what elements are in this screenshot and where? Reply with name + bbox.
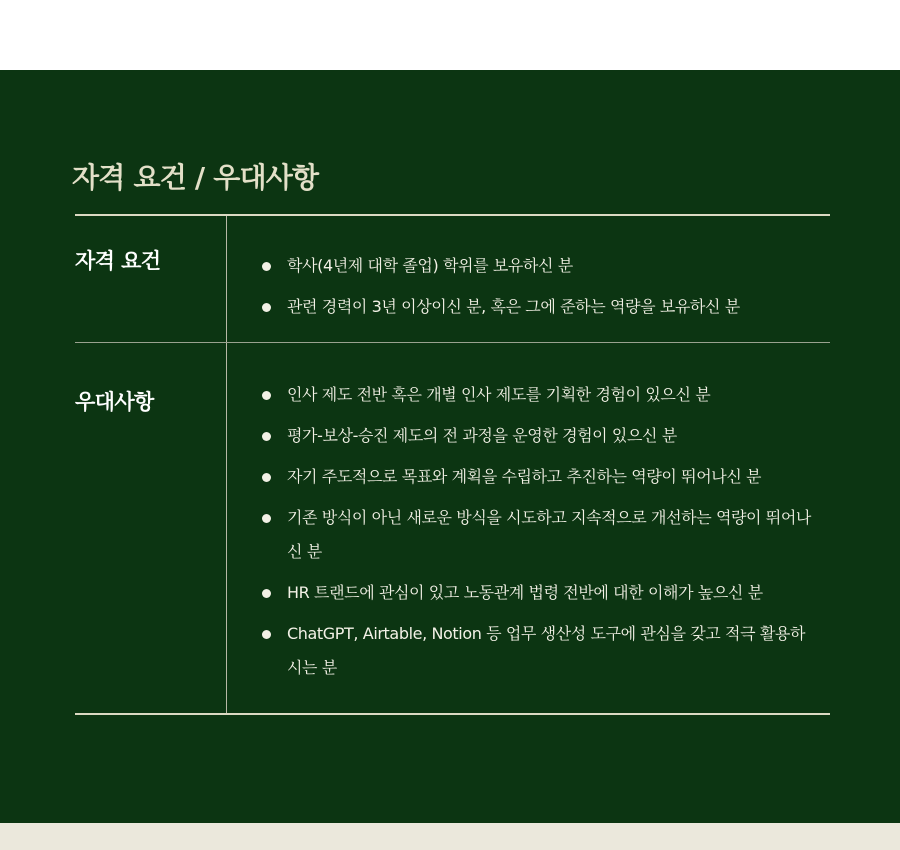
list-item [259, 617, 819, 685]
bullet-icon [262, 262, 271, 271]
list-item-text: 학사(4년제 대학 졸업) 학위를 보유하신 분 [287, 256, 573, 275]
preferred-label: 우대사항 [75, 390, 154, 414]
bullet-icon [262, 630, 271, 639]
column-divider [226, 216, 227, 713]
requirements-section [0, 70, 900, 823]
list-item [259, 419, 819, 453]
list-item [259, 501, 819, 569]
bullet-icon [262, 473, 271, 482]
list-item-text: 인사 제도 전반 혹은 개별 인사 제도를 기획한 경험이 있으신 분 [287, 385, 711, 404]
bullet-icon [262, 303, 271, 312]
list-item [259, 378, 819, 412]
row-divider [75, 342, 830, 343]
next-section-band [0, 823, 900, 850]
bullet-icon [262, 391, 271, 400]
list-item-text: 평가-보상-승진 제도의 전 과정을 운영한 경험이 있으신 분 [287, 426, 677, 445]
top-whitespace [0, 0, 900, 70]
list-item-text: HR 트랜드에 관심이 있고 노동관계 법령 전반에 대한 이해가 높으신 분 [287, 583, 763, 602]
section-heading: 자격 요건 / 우대사항 [72, 161, 319, 194]
qualifications-label: 자격 요건 [75, 249, 161, 273]
list-item-text: ChatGPT, Airtable, Notion 등 업무 생산성 도구에 관심을 갖고 적극 활용하시는 분 [287, 624, 806, 677]
bullet-icon [262, 589, 271, 598]
requirements-table [75, 214, 830, 715]
list-item-text: 관련 경력이 3년 이상이신 분, 혹은 그에 준하는 역량을 보유하신 분 [287, 297, 740, 316]
list-item-text: 자기 주도적으로 목표와 계획을 수립하고 추진하는 역량이 뛰어나신 분 [287, 467, 762, 486]
list-item [259, 460, 819, 494]
qualifications-list [259, 249, 819, 331]
bullet-icon [262, 432, 271, 441]
list-item [259, 576, 819, 610]
preferred-list [259, 378, 819, 692]
list-item [259, 290, 819, 324]
list-item [259, 249, 819, 283]
bullet-icon [262, 514, 271, 523]
list-item-text: 기존 방식이 아닌 새로운 방식을 시도하고 지속적으로 개선하는 역량이 뛰어나신 분 [287, 508, 811, 561]
